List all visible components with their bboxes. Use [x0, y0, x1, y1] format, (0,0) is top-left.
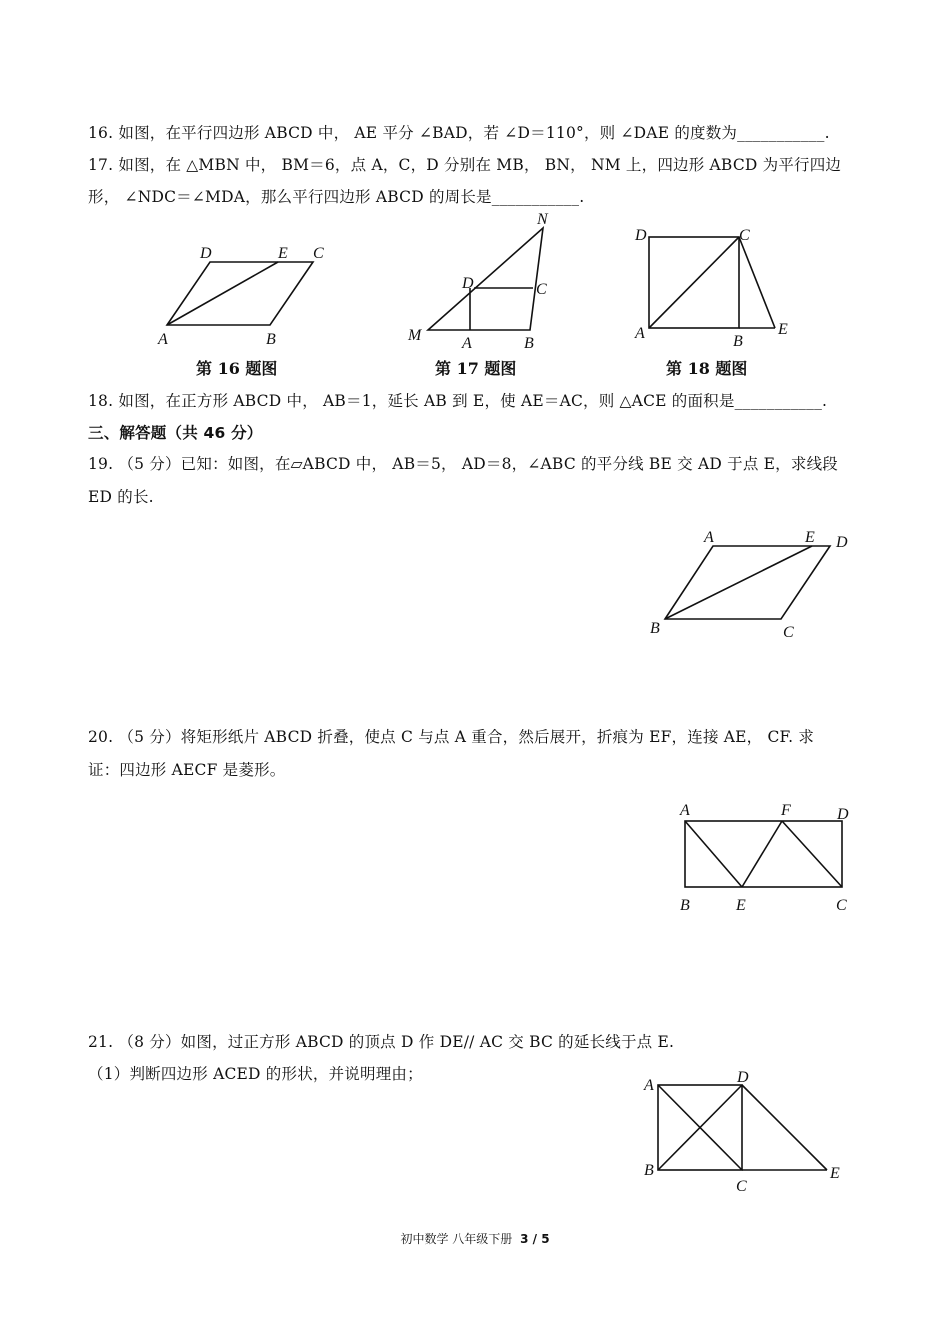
- question-19-line1: 19. （5 分）已知：如图，在▱ABCD 中， AB＝5， AD＝8，∠ABC 的平分线 BE 交 AD 于点 E，求线段: [88, 455, 838, 473]
- figure-17: [400, 208, 570, 353]
- fig21-label-c: C: [736, 1178, 747, 1195]
- fig16-label-d: D: [200, 245, 212, 262]
- fig20-label-a: A: [680, 802, 690, 819]
- fig19-label-b: B: [650, 620, 660, 637]
- page-number: 3 / 5: [520, 1232, 550, 1246]
- fig17-label-n: N: [537, 211, 548, 228]
- fig18-label-b: B: [733, 333, 743, 350]
- question-21-line1: 21. （8 分）如图，过正方形 ABCD 的顶点 D 作 DE// AC 交 BC 的延长线于点 E.: [88, 1033, 675, 1051]
- footer-text: 初中数学 八年级下册: [400, 1232, 513, 1246]
- fig20-label-b: B: [680, 897, 690, 914]
- question-21-line2: （1）判断四边形 ACED 的形状，并说明理由；: [88, 1065, 423, 1083]
- fig18-label-d: D: [635, 227, 647, 244]
- fig17-label-a: A: [462, 335, 472, 352]
- fig20-label-e: E: [736, 897, 746, 914]
- figure-20: [670, 795, 860, 920]
- fig19-label-c: C: [783, 624, 794, 641]
- fig16-label-b: B: [266, 331, 276, 348]
- fig21-label-a: A: [644, 1077, 654, 1094]
- page-footer: [0, 1230, 950, 1247]
- fig18-label-c: C: [739, 227, 750, 244]
- fig16-label-a: A: [158, 331, 168, 348]
- fig19-label-a: A: [704, 529, 714, 546]
- fig18-label-a: A: [635, 325, 645, 342]
- question-20-line1: 20. （5 分）将矩形纸片 ABCD 折叠，使点 C 与点 A 重合，然后展开，折痕为 EF，连接 AE， CF. 求: [88, 728, 815, 746]
- figure-18: [630, 222, 800, 352]
- fig19-label-e: E: [805, 529, 815, 546]
- question-18: 18. 如图，在正方形 ABCD 中， AB＝1，延长 AB 到 E，使 AE＝AC，则 △ACE 的面积是___________.: [88, 392, 828, 410]
- fig21-label-d: D: [737, 1069, 749, 1086]
- fig16-label-e: E: [278, 245, 288, 262]
- figure-16: [150, 238, 340, 348]
- fig20-label-c: C: [836, 897, 847, 914]
- fig18-label-e: E: [778, 321, 788, 338]
- fig21-label-b: B: [644, 1162, 654, 1179]
- figure-21: [640, 1065, 855, 1200]
- fig16-caption: 第 16 题图: [196, 359, 278, 378]
- figure-19: [640, 525, 865, 645]
- section-heading: 三、解答题（共 46 分）: [88, 424, 263, 442]
- fig17-label-m: M: [408, 327, 422, 344]
- fig17-label-c: C: [536, 281, 547, 298]
- question-16: 16. 如图，在平行四边形 ABCD 中， AE 平分 ∠BAD，若 ∠D＝110°，则 ∠DAE 的度数为___________.: [88, 124, 830, 142]
- fig19-label-d: D: [836, 534, 848, 551]
- fig20-label-d: D: [837, 806, 849, 823]
- fig17-caption: 第 17 题图: [435, 359, 517, 378]
- fig17-label-b: B: [524, 335, 534, 352]
- fig20-label-f: F: [781, 802, 791, 819]
- question-19-line2: ED 的长.: [88, 488, 154, 506]
- fig21-label-e: E: [830, 1165, 840, 1182]
- fig18-caption: 第 18 题图: [666, 359, 748, 378]
- question-20-line2: 证：四边形 AECF 是菱形。: [88, 761, 286, 779]
- fig17-label-d: D: [462, 275, 474, 292]
- fig16-label-c: C: [313, 245, 324, 262]
- question-17-line2: 形， ∠NDC＝∠MDA，那么平行四边形 ABCD 的周长是___________.: [88, 188, 585, 206]
- question-17-line1: 17. 如图，在 △MBN 中， BM＝6，点 A，C，D 分别在 MB， BN， NM 上，四边形 ABCD 为平行四边: [88, 156, 842, 174]
